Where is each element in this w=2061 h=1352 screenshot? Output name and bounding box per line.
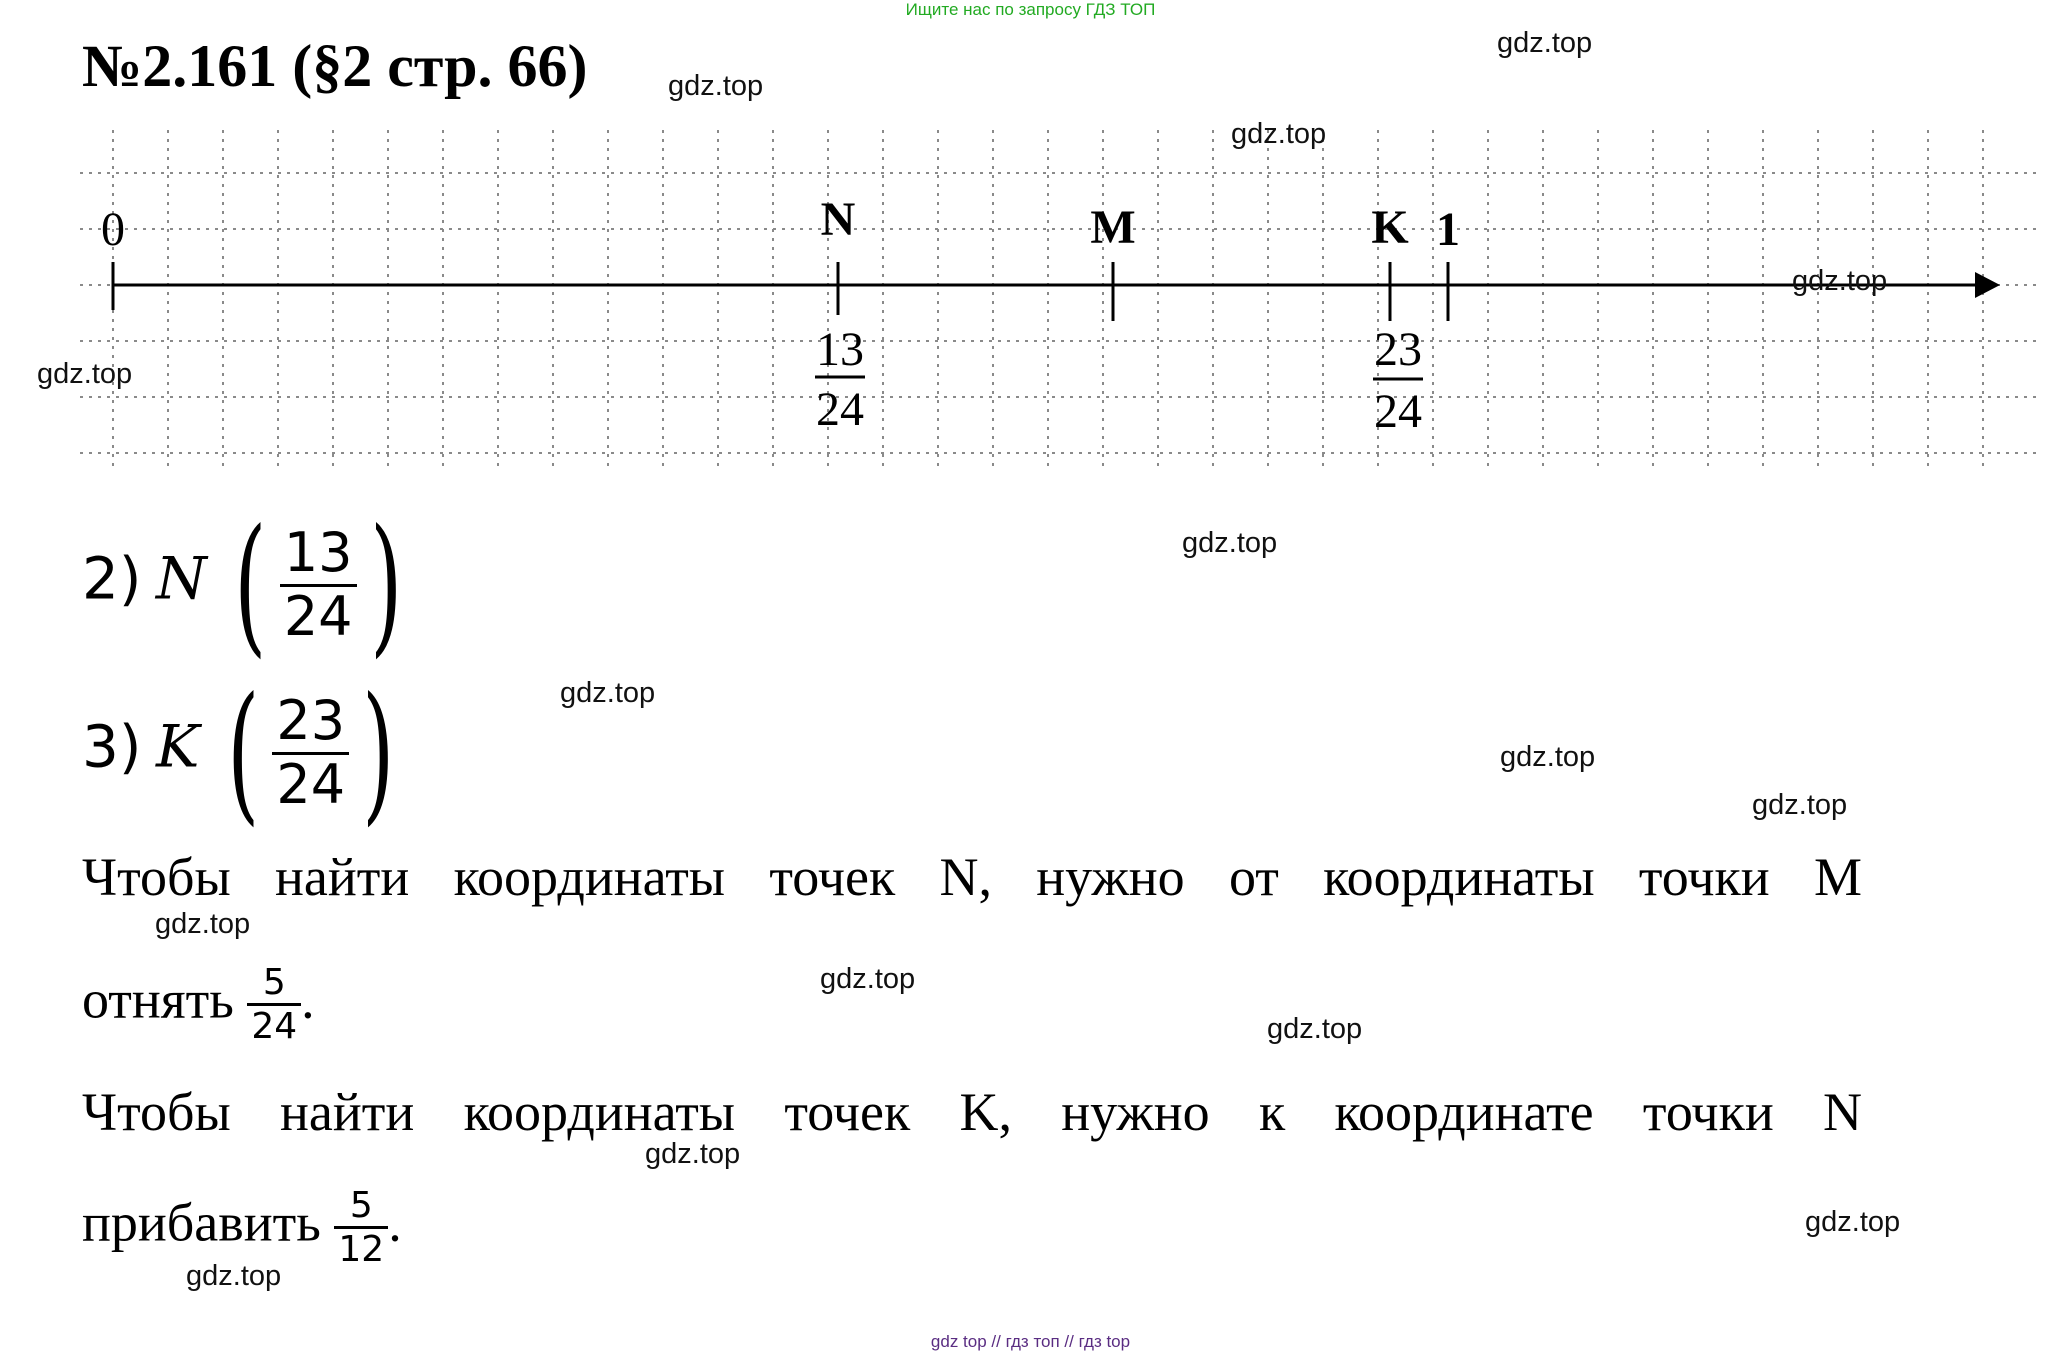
label-n: N xyxy=(820,193,856,246)
top-banner[interactable]: Ищите нас по запросу ГДЗ ТОП xyxy=(905,0,1156,19)
watermark: gdz.top xyxy=(1182,527,1278,559)
grid xyxy=(80,130,2040,470)
paragraph-1-fraction: $\frac{5}{24}$ xyxy=(247,962,301,1048)
watermark: gdz.top xyxy=(1231,118,1327,150)
watermark: gdz.top xyxy=(820,963,916,995)
answer-k-fraction: $\frac{23}{24}$ xyxy=(272,691,349,815)
label-k-den: 24 xyxy=(1374,385,1422,438)
paragraph-1-line-1: Чтобы найти координаты точек N, нужно от координаты точки M xyxy=(82,847,1862,907)
number-line-figure xyxy=(80,125,2040,480)
ticks xyxy=(113,262,1448,321)
watermark: gdz.top xyxy=(645,1138,741,1170)
watermark: gdz.top xyxy=(1500,741,1596,773)
footer-links[interactable]: gdz top // гдз топ // гдз top xyxy=(930,1332,1131,1351)
watermark: gdz.top xyxy=(1752,789,1848,821)
label-zero: 0 xyxy=(101,203,125,256)
paragraph-2-line-2: прибавить $\frac{5}{12}$ . xyxy=(82,1185,402,1271)
label-n-den: 24 xyxy=(816,383,864,436)
watermark: gdz.top xyxy=(560,677,656,709)
answer-n-fraction: $\frac{13}{24}$ xyxy=(280,523,357,647)
paragraph-1-line-2: отнять $\frac{5}{24}$ . xyxy=(82,962,315,1048)
watermark: gdz.top xyxy=(1267,1013,1363,1045)
answer-k-prefix: 3) xyxy=(82,712,142,781)
label-k-num: 23 xyxy=(1374,323,1422,376)
watermark: gdz.top xyxy=(155,908,251,940)
answer-n-var: N xyxy=(156,544,207,613)
answer-k-var: K xyxy=(156,712,200,781)
answer-k: 3) K ( $\frac{23}{24}$ ) xyxy=(82,666,395,840)
label-m: M xyxy=(1090,201,1136,254)
watermark: gdz.top xyxy=(1805,1206,1901,1238)
paragraph-2-fraction: $\frac{5}{12}$ xyxy=(334,1185,388,1271)
watermark: gdz.top xyxy=(1792,265,1888,297)
axis-arrow-icon xyxy=(1975,272,2000,298)
label-n-num: 13 xyxy=(816,323,864,376)
watermark: gdz.top xyxy=(186,1260,282,1292)
watermark: gdz.top xyxy=(37,358,133,390)
page-title: №2.161 (§2 стр. 66) xyxy=(82,33,588,99)
label-k: K xyxy=(1371,201,1409,254)
answer-n-prefix: 2) xyxy=(82,544,142,613)
paragraph-2-line-1: Чтобы найти координаты точек K, нужно к координате точки N xyxy=(82,1082,1862,1142)
label-one: 1 xyxy=(1436,203,1460,256)
watermark: gdz.top xyxy=(668,70,764,102)
answer-n: 2) N ( $\frac{13}{24}$ ) xyxy=(82,498,402,672)
watermark: gdz.top xyxy=(1497,27,1593,59)
